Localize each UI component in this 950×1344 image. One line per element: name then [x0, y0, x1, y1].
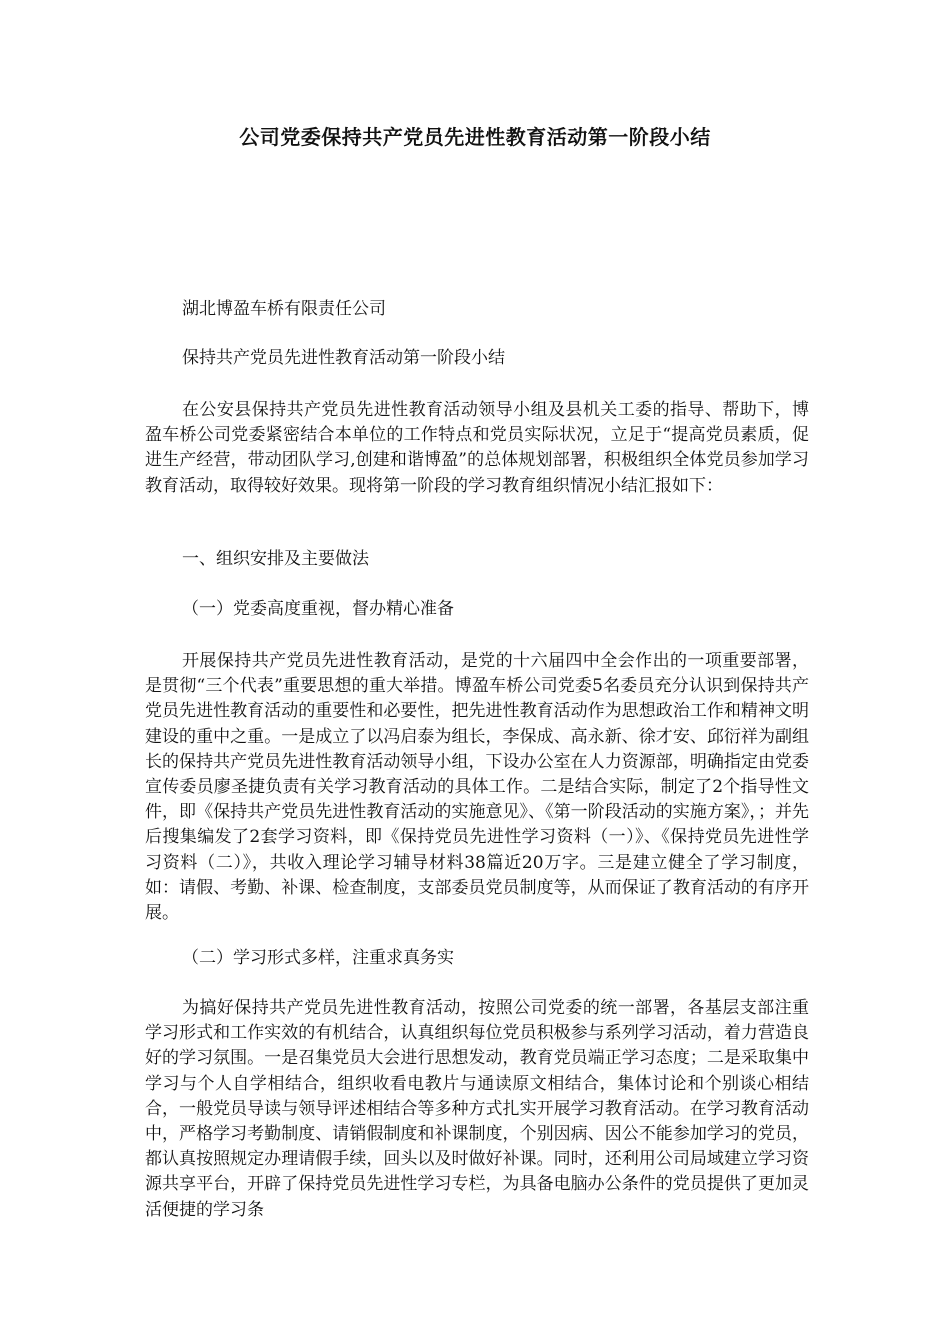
subsection-2-paragraph: 为搞好保持共产党员先进性教育活动，按照公司党委的统一部署，各基层支部注重学习形式和工作实效的有机结合，认真组织每位党员积极参与系列学习活动，着力营造良好的学习氛围。一是召集党员大会进行思想发动，教育党员端正学习态度；二是采取集中学习与个人自学相结合，组织收看电教片与通读原文相结合，集体讨论和个别谈心相结合，一般党员导读与领导评述相结合等多种方式扎实开展学习教育活动。在学习教育活动中，严格学习考勤制度、请销假制度和补课制度，个别因病、因公不能参加学习的党员，都认真按照规定办理请假手续，回头以及时做好补课。同时，还利用公司局域建立学习资源共享平台，开辟了保持党员先进性学习专栏，为具备电脑办公条件的党员提供了更加灵活便捷的学习条	[145, 998, 809, 1220]
document-title: 公司党委保持共产党员先进性教育活动第一阶段小结	[239, 125, 711, 149]
intro-paragraph: 在公安县保持共产党员先进性教育活动领导小组及县机关工委的指导、帮助下，博盈车桥公司党委紧密结合本单位的工作特点和党员实际状况，立足于“提高党员素质，促进生产经营，带动团队学习,创建和谐博盈”的总体规划部署，积极组织全体党员参加学习教育活动，取得较好效果。现将第一阶段的学习教育组织情况小结汇报如下：	[145, 400, 809, 496]
subsection-heading-1: （一）党委高度重视，督办精心准备	[182, 599, 454, 619]
company-name: 湖北博盈车桥有限责任公司	[182, 299, 386, 319]
subsection-1-paragraph: 开展保持共产党员先进性教育活动，是党的十六届四中全会作出的一项重要部署，是贯彻“三个代表”重要思想的重大举措。博盈车桥公司党委5名委员充分认识到保持共产党员先进性教育活动的重要性和必要性，把先进性教育活动作为思想政治工作和精神文明建设的重中之重。一是成立了以冯启泰为组长，李保成、高永新、徐才安、邱衍祥为副组长的保持共产党员先进性教育活动领导小组，下设办公室在人力资源部，明确指定由党委宣传委员廖圣捷负责有关学习教育活动的具体工作。二是结合实际，制定了2个指导性文件，即《保持共产党员先进性教育活动的实施意见》、《第一阶段活动的实施方案》，；并先后搜集编发了2套学习资料，即《保持党员先进性学习资料（一）》、《保持党员先进性学习资料（二）》，共收入理论学习辅导材料38篇近20万字。三是建立健全了学习制度，如：请假、考勤、补课、检查制度，支部委员党员制度等，从而保证了教育活动的有序开展。	[145, 651, 809, 924]
document-subtitle: 保持共产党员先进性教育活动第一阶段小结	[182, 348, 505, 368]
subsection-heading-2: （二）学习形式多样，注重求真务实	[182, 948, 454, 968]
section-heading-1: 一、组织安排及主要做法	[182, 549, 369, 569]
